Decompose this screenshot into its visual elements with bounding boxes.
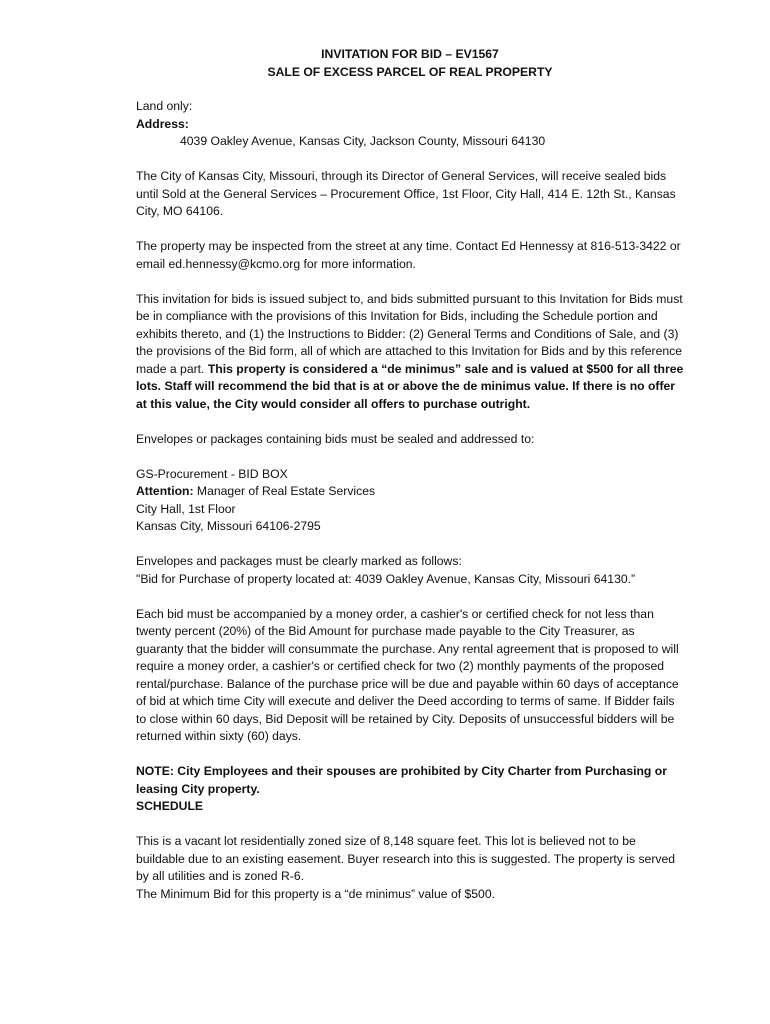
minimum-bid: The Minimum Bid for this property is a “de minimus” value of $500.	[136, 886, 495, 901]
terms-text: This invitation for bids is issued subject to, and bids submitted pursuant to this Invitation for Bids must be in compliance with the provisions of this Invitation for Bids, including the Schedule portion and exhibits thereto, and (1) the Instructions to Bidder: (2) General Terms and Conditions of Sale, and (3) the provisions of the Bid form, all of which are attached to this Invitation for Bids and by this reference made a part.	[136, 291, 683, 376]
address-block	[136, 98, 684, 151]
attention-label: Attention:	[136, 484, 194, 498]
attention-value: Manager of Real Estate Services	[193, 484, 376, 498]
address-value: 4039 Oakley Avenue, Kansas City, Jackson County, Missouri 64130	[180, 134, 546, 148]
employee-note: NOTE: City Employees and their spouses are prohibited by City Charter from Purchasing or leasing City property.	[136, 764, 667, 796]
document-page	[136, 46, 684, 921]
envelopes-paragraph: Envelopes or packages containing bids must be sealed and addressed to:	[136, 431, 535, 446]
deposit-paragraph: Each bid must be accompanied by a money order, a cashier's or certified check for not less than twenty percent (20%) of the Bid Amount for purchase made payable to the City Treasurer, as guaranty that the bidder will consummate the purchase. Any rental agreement that is proposed to will require a money order, a cashier's or certified check for two (2) monthly payments of the proposed rental/purchase. Balance of the purchase price will be due and payable within 60 days of acceptance of bid at which time City will execute and deliver the Deed according to terms of same. If Bidder fails to close within 60 days, Bid Deposit will be retained by City. Deposits of unsuccessful bidders will be returned within sixty (60) days.	[136, 606, 679, 743]
marking-line-1: Envelopes and packages must be clearly marked as follows:	[136, 554, 462, 568]
mailing-line-3: City Hall, 1st Floor	[136, 501, 236, 516]
mailing-address	[136, 466, 684, 536]
schedule-heading: SCHEDULE	[136, 799, 204, 813]
title-line-2: SALE OF EXCESS PARCEL OF REAL PROPERTY	[267, 64, 553, 79]
terms-paragraph	[136, 291, 684, 414]
inspection-paragraph: The property may be inspected from the street at any time. Contact Ed Hennessy at 816-513-3422 or email ed.hennessy@kcmo.org for more information.	[136, 239, 681, 271]
document-title	[136, 46, 684, 81]
mailing-line-4: Kansas City, Missouri 64106-2795	[136, 519, 321, 533]
terms-bold-text: This property is considered a “de minimus” sale and is valued at $500 for all three lots. Staff will recommend the bid that is at or above the de minimus value. If there is no offer at this value, the City would consider all offers to purchase outright.	[136, 361, 684, 411]
title-line-1: INVITATION FOR BID – EV1567	[321, 47, 499, 61]
marking-line-2: "Bid for Purchase of property located at: 4039 Oakley Avenue, Kansas City, Missouri 64130.”	[136, 571, 636, 586]
mailing-line-1: GS-Procurement - BID BOX	[136, 466, 288, 481]
land-only-label: Land only:	[136, 99, 193, 113]
marking-instructions	[136, 553, 684, 588]
schedule-text: This is a vacant lot residentially zoned size of 8,148 square feet. This lot is believed not to be buildable due to an existing easement. Buyer research into this is suggested. The property is served by all utilities and is zoned R-6.	[136, 834, 676, 883]
address-label: Address:	[136, 116, 189, 131]
intro-paragraph: The City of Kansas City, Missouri, through its Director of General Services, will receive sealed bids until Sold at the General Services – Procurement Office, 1st Floor, City Hall, 414 E. 12th St., Kansas City, MO 64106.	[136, 169, 676, 218]
